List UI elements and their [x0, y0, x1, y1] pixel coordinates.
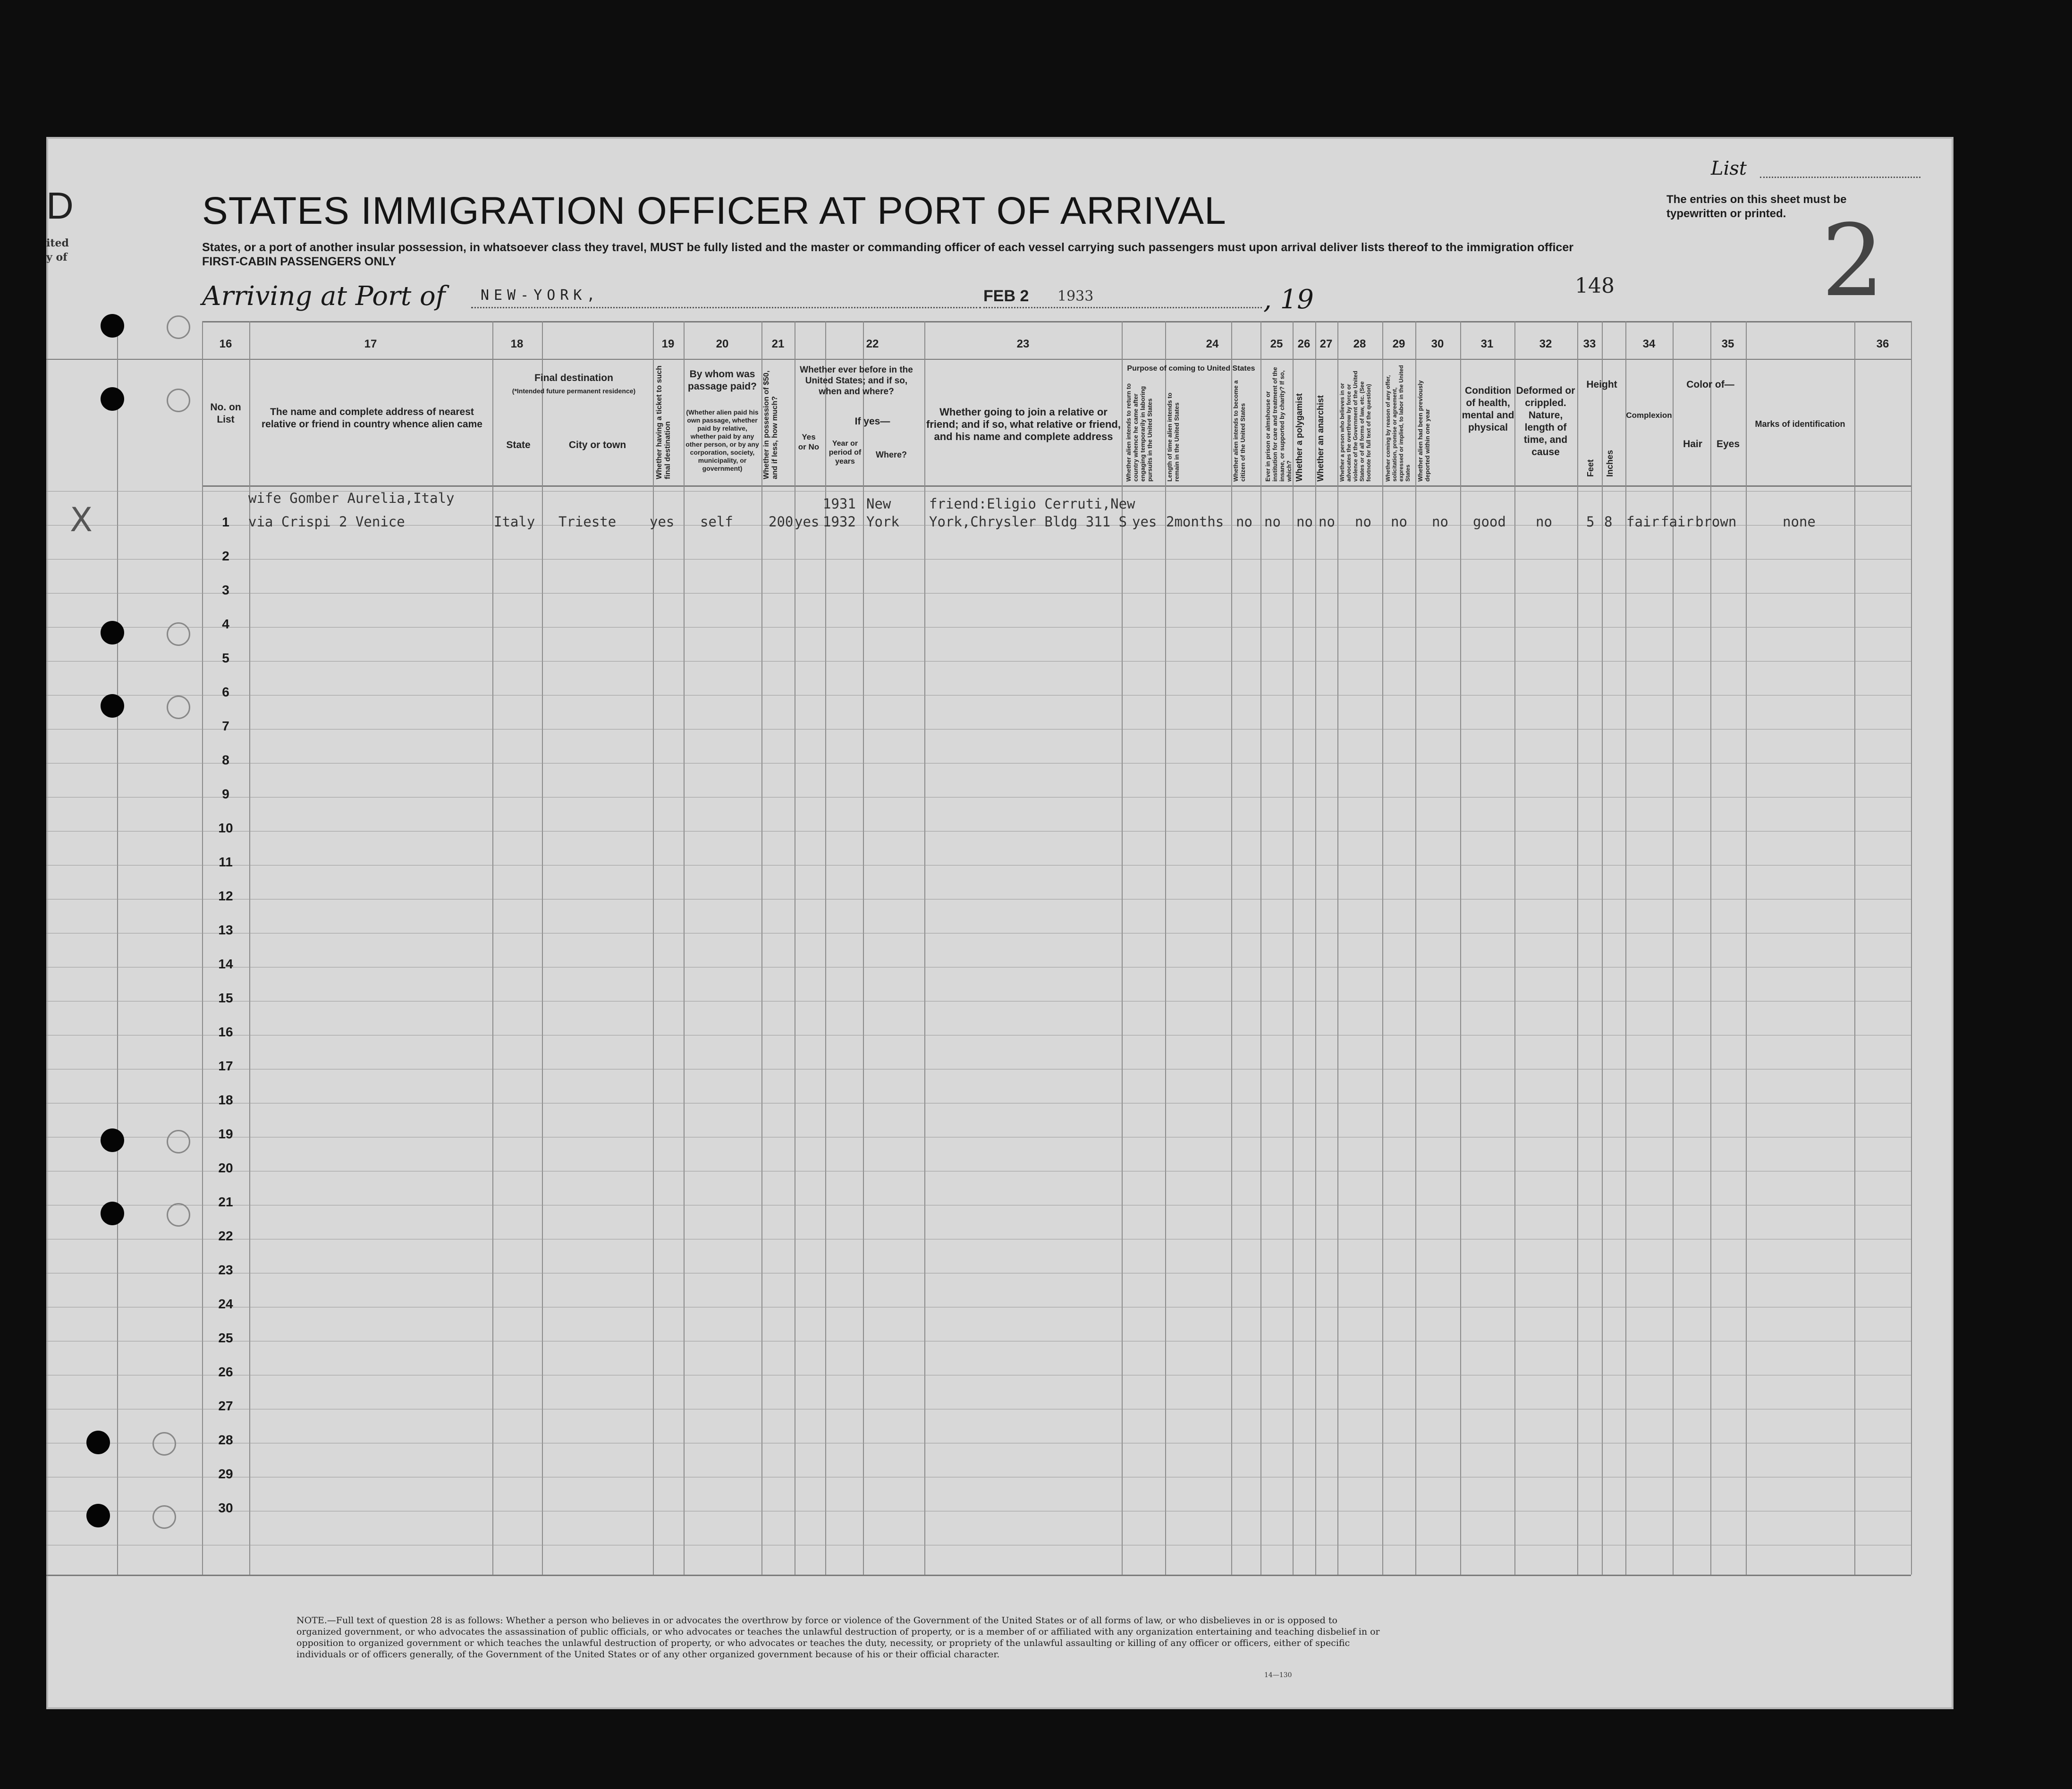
- row-number: 11: [219, 855, 233, 869]
- col25-header: Ever in prison or almshouse or institution for care and treatment of the insane, or supported by charity? If so, which?: [1264, 367, 1293, 482]
- entry-money: 200: [769, 514, 794, 530]
- typewritten-note: The entries on this sheet must be typewritten or printed.: [1666, 193, 1847, 220]
- entry-complexion: fair: [1626, 514, 1659, 530]
- header-bottom-rule: [202, 485, 1911, 487]
- entry-return: yes: [1132, 514, 1157, 530]
- entry-relative-line2: via Crispi 2 Venice: [248, 514, 405, 530]
- punch-hole: [101, 694, 124, 718]
- entry-join-line1: friend:Eligio Cerruti,New: [929, 496, 1135, 512]
- col21-header: Whether in possession of $50, and if less, how much?: [762, 370, 779, 479]
- col27-header: Whether an anarchist: [1316, 395, 1325, 482]
- col30-header: Whether alien had been previously deported within one year: [1417, 380, 1431, 482]
- punch-ring: [167, 1130, 190, 1153]
- col24c-header: Whether alien intends to become a citizen of the United States: [1232, 380, 1246, 482]
- column-number: 24: [1206, 338, 1219, 350]
- row-number: 7: [222, 719, 229, 733]
- col20-note: (Whether alien paid his own passage, whether paid by relative, whether paid by any other person, or by any corporation, society, municipality, or government): [685, 408, 759, 472]
- year-prefix: , 19: [1263, 284, 1314, 315]
- entry-state: Italy: [494, 514, 535, 530]
- punch-ring: [167, 695, 190, 719]
- row-number: 30: [218, 1501, 233, 1515]
- column-number: 36: [1876, 338, 1889, 350]
- column-rule: [1231, 321, 1232, 1575]
- row-number: 3: [222, 583, 229, 597]
- column-number-rule: [46, 359, 1911, 360]
- col33-feet: Feet: [1586, 459, 1595, 477]
- col35-header: Color of—: [1686, 379, 1734, 390]
- col19-header: Whether having a ticket to such final destination: [655, 365, 672, 479]
- column-rule: [492, 321, 493, 1575]
- punch-ring: [167, 315, 190, 339]
- entry-deformed: no: [1536, 514, 1552, 530]
- table-bottom-rule: [46, 1575, 1911, 1576]
- column-number: 30: [1431, 338, 1444, 350]
- punch-hole: [86, 1504, 110, 1527]
- row-number: 24: [218, 1297, 233, 1311]
- column-number: 18: [510, 338, 524, 350]
- col18-state: State: [506, 440, 531, 450]
- row-number: 16: [218, 1025, 233, 1039]
- col35-eyes: Eyes: [1716, 439, 1740, 449]
- list-label: List: [1711, 158, 1747, 179]
- col31-header: Condition of health, mental and physical: [1462, 385, 1514, 433]
- column-number: 35: [1721, 338, 1734, 350]
- entry-inches: 8: [1604, 514, 1613, 530]
- col18-header: Final destination: [534, 373, 613, 383]
- column-number: 21: [771, 338, 785, 350]
- row-number: 15: [218, 991, 233, 1005]
- row-number: 23: [218, 1263, 233, 1277]
- column-number: 32: [1539, 338, 1552, 350]
- column-number: 34: [1642, 338, 1656, 350]
- column-rule: [542, 321, 543, 1575]
- column-rule: [1673, 321, 1674, 1575]
- punch-hole: [101, 621, 124, 644]
- entry-anarchist: no: [1319, 514, 1335, 530]
- row-number: 8: [222, 753, 229, 767]
- col20-header: By whom was passage paid?: [688, 369, 757, 392]
- column-rule: [202, 321, 203, 1575]
- entry-year2: 1932: [823, 514, 856, 530]
- column-rule: [117, 321, 118, 1575]
- subtitle-instructions: States, or a port of another insular possession, in whatsoever class they travel, MUST be fully listed and the master or commanding officer of each vessel carrying such passengers must upon arrival deliver lists thereof to the immigration officer: [202, 241, 1573, 254]
- column-number: 16: [219, 338, 232, 350]
- port-underline: [471, 307, 981, 308]
- row-number: 25: [218, 1331, 233, 1345]
- entry-eyes: brown: [1695, 514, 1737, 530]
- col22-where: Where?: [875, 450, 907, 459]
- footnote-question-28: NOTE.—Full text of question 28 is as follows: Whether a person who believes in or advocates the overthrow by force or violence of the Government of the United States or of all forms of law, or who disbelieves in or is opposed to organized government, or who advocates the assassination of public officials, or who advocates or teaches the unlawful destruction of property, or is a member of or affiliated with any organization entertaining and teaching disbelief in or opposition to organized government or which teaches the unlawful destruction of property, or who advocates or teaches the duty, necessity, or propriety of the unlawful assaulting or killing of any officer or officers, either of specific individuals or of officers generally, of the Government of the United States or of any other organized government because of his or their official character.: [296, 1615, 1380, 1660]
- entry-health: good: [1473, 514, 1506, 530]
- col29-header: Whether coming by reason of any offer, solicitation, promise or agreement, expressed or implied, to labor in the United States: [1385, 365, 1411, 482]
- row-number: 12: [218, 889, 233, 903]
- column-rule: [1337, 321, 1338, 1575]
- entry-city: Trieste: [558, 514, 617, 530]
- row-rule: [46, 593, 1911, 594]
- entry-ticket: yes: [650, 514, 675, 530]
- col22-header: Whether ever before in the United States; and if so, when and where?: [800, 365, 913, 397]
- column-rule: [1602, 321, 1603, 1575]
- row-rule: [46, 559, 1911, 560]
- column-rule: [1382, 321, 1383, 1575]
- entry-hair: fair: [1661, 514, 1694, 530]
- punch-hole: [101, 314, 124, 338]
- date-underline: [983, 307, 1262, 308]
- entry-deported: no: [1432, 514, 1448, 530]
- column-rule: [761, 321, 762, 1575]
- column-number: 33: [1583, 338, 1596, 350]
- row-number: 13: [218, 923, 233, 937]
- col36-header: Marks of identification: [1755, 419, 1845, 429]
- entry-prison: no: [1264, 514, 1281, 530]
- column-rule: [1625, 321, 1626, 1575]
- column-rule: [1260, 321, 1261, 1575]
- column-number: 25: [1270, 338, 1283, 350]
- column-rule: [1911, 321, 1912, 1575]
- row-number: 28: [218, 1433, 233, 1447]
- col22-yesno: Yes or No: [798, 432, 820, 451]
- punch-ring: [167, 389, 190, 412]
- entry-relative-line1: wife Gomber Aurelia,Italy: [248, 490, 455, 506]
- col18-note: (*Intended future permanent residence): [512, 387, 636, 395]
- punch-ring: [167, 622, 190, 646]
- column-rule: [1577, 321, 1578, 1575]
- column-number: 23: [1016, 338, 1030, 350]
- date-stamp: FEB 2: [983, 287, 1029, 305]
- col22-ifyes: If yes—: [854, 416, 890, 427]
- column-rule: [1514, 321, 1515, 1575]
- column-rule: [1746, 321, 1747, 1575]
- entry-offer: no: [1391, 514, 1407, 530]
- col34-header: Complexion: [1626, 411, 1672, 420]
- row-number: 26: [218, 1365, 233, 1379]
- port-value: NEW-YORK,: [481, 287, 600, 304]
- row-number: 18: [218, 1093, 233, 1107]
- table-top-rule: [202, 321, 1911, 322]
- row-number: 20: [218, 1161, 233, 1175]
- sheet-stamp: 148: [1575, 274, 1615, 298]
- column-number: 17: [364, 338, 377, 350]
- entry-overthrow: no: [1355, 514, 1371, 530]
- entry-paid-by: self: [700, 514, 733, 530]
- manifest-sheet: [46, 137, 1954, 1709]
- entry-feet: 5: [1586, 514, 1595, 530]
- column-number: 29: [1392, 338, 1405, 350]
- col18-city: City or town: [568, 440, 626, 450]
- row-number: 17: [218, 1059, 233, 1073]
- left-page-fragment-letter: D: [46, 185, 74, 227]
- row-number: 6: [222, 685, 229, 699]
- column-rule: [1315, 321, 1316, 1575]
- row-number: 4: [222, 617, 229, 631]
- list-underline: [1760, 177, 1920, 178]
- col33-inches: Inches: [1605, 449, 1615, 477]
- col35-hair: Hair: [1683, 439, 1702, 449]
- entry-length: 2months: [1166, 514, 1224, 530]
- col17-header: The name and complete address of nearest relative or friend in country whence alien came: [262, 407, 482, 430]
- column-rule: [249, 321, 250, 1575]
- column-rule: [1710, 321, 1711, 1575]
- column-rule: [1293, 321, 1294, 1575]
- column-number: 20: [716, 338, 729, 350]
- column-rule: [1415, 321, 1416, 1575]
- column-rule: [684, 321, 685, 1575]
- column-rule: [1854, 321, 1855, 1575]
- entry-before-us: yes: [795, 514, 820, 530]
- column-rule: [924, 321, 925, 1575]
- year-stamp: 1933: [1057, 288, 1094, 305]
- col32-header: Deformed or crippled. Nature, length of time, and cause: [1516, 385, 1575, 458]
- column-number: 31: [1480, 338, 1494, 350]
- punch-hole: [101, 387, 124, 411]
- column-number: 19: [661, 338, 675, 350]
- column-rule: [863, 321, 864, 1575]
- col24a-header: Whether alien intends to return to country whence he came after engaging temporarily in laboring pursuits in the United States: [1125, 383, 1153, 482]
- row-number: 10: [218, 821, 233, 835]
- punch-hole: [101, 1128, 124, 1152]
- col22-year: Year or period of years: [829, 440, 862, 466]
- col33-header: Height: [1586, 379, 1617, 390]
- row-number: 29: [218, 1467, 233, 1481]
- row-number: 19: [218, 1127, 233, 1141]
- col24b-header: Length of time alien intends to remain in the United States: [1166, 392, 1180, 482]
- punch-hole: [101, 1202, 124, 1225]
- page-title: STATES IMMIGRATION OFFICER AT PORT OF ARRIVAL: [202, 189, 1226, 232]
- col28-header: Whether a person who believes in or advocates the overthrow by force or violence of the Government of the United States or of all forms of law, etc. (See footnote for full text of the question): [1339, 371, 1372, 482]
- column-rule: [1460, 321, 1461, 1575]
- entry-join-line2: York,Chrysler Bldg 311 S: [929, 514, 1127, 530]
- column-rule: [653, 321, 654, 1575]
- entry-citizen: no: [1236, 514, 1252, 530]
- column-number: 28: [1353, 338, 1366, 350]
- row-number: 1: [222, 515, 229, 529]
- sheet-number: 2: [1821, 203, 1885, 319]
- punch-ring: [167, 1203, 190, 1227]
- column-number: 27: [1319, 338, 1333, 350]
- row-number: 2: [222, 549, 229, 563]
- row-number: 27: [218, 1399, 233, 1413]
- entry-marks: none: [1783, 514, 1816, 530]
- entry-where1: New: [866, 496, 891, 512]
- punch-ring: [152, 1505, 176, 1529]
- entry-polygamist: no: [1296, 514, 1313, 530]
- column-rule: [1165, 321, 1166, 1575]
- arriving-label: Arriving at Port of: [202, 281, 446, 312]
- punch-hole: [86, 1431, 110, 1454]
- subtitle-first-cabin: FIRST-CABIN PASSENGERS ONLY: [202, 255, 397, 268]
- left-page-fragment-text: ited y of: [46, 237, 69, 263]
- row-number: 22: [218, 1229, 233, 1243]
- row-number: 14: [218, 957, 233, 971]
- col23-header: Whether going to join a relative or friend; and if so, what relative or friend, and his name and complete address: [926, 406, 1121, 442]
- row-number: 9: [222, 787, 229, 801]
- row-number: 5: [222, 651, 229, 665]
- punch-ring: [152, 1432, 176, 1456]
- col26-header: Whether a polygamist: [1294, 393, 1304, 482]
- form-code: 14—130: [1264, 1671, 1292, 1679]
- entry-mark: X: [70, 500, 93, 539]
- column-number: 26: [1297, 338, 1311, 350]
- entry-where2: York: [866, 514, 899, 530]
- col16-header: No. on List: [210, 402, 241, 425]
- column-number: 22: [866, 338, 879, 350]
- entry-year1: 1931: [823, 496, 856, 512]
- col24-header: Purpose of coming to United States: [1127, 365, 1255, 373]
- row-number: 21: [218, 1195, 233, 1209]
